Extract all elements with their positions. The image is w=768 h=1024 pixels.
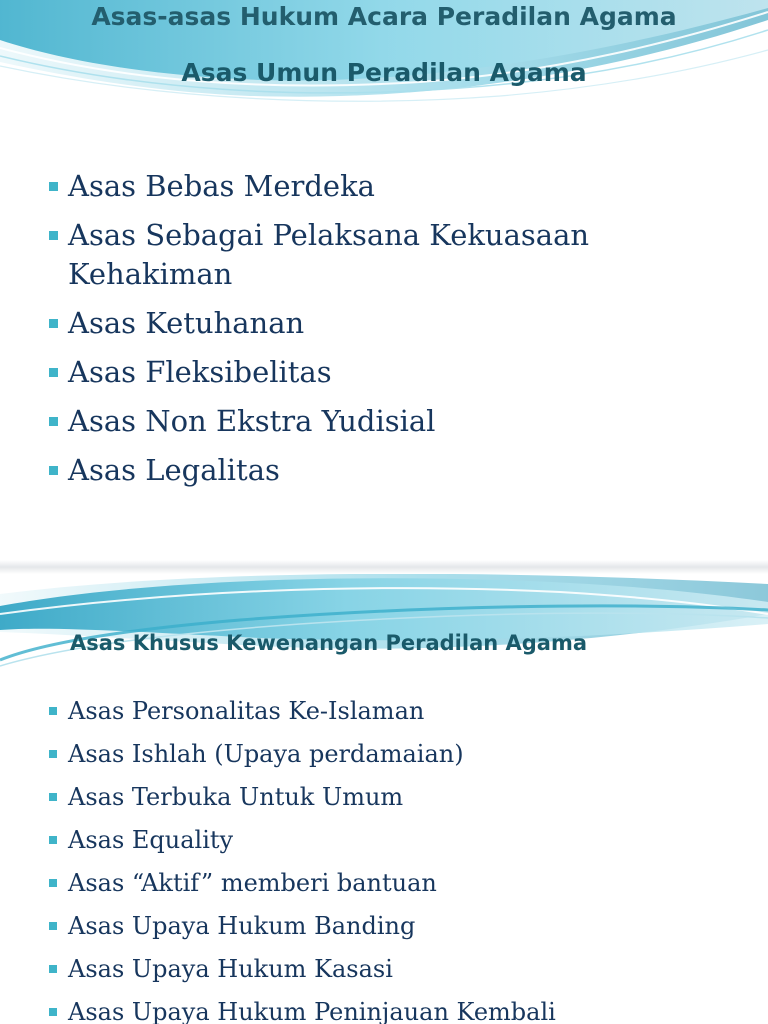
square-bullet-icon (49, 417, 58, 426)
bullet-list (68, 695, 758, 1024)
list-item-text: Asas Ketuhanan (68, 306, 305, 340)
page-title: Asas-asas Hukum Acara Peradilan Agama (91, 2, 677, 31)
list-item (68, 996, 758, 1024)
list-item (68, 781, 758, 814)
list-item-text: Asas Upaya Hukum Peninjauan Kembali (68, 998, 556, 1024)
list-item-text: Asas Legalitas (68, 453, 280, 487)
square-bullet-icon (49, 466, 58, 475)
slide-2 (0, 574, 768, 1024)
square-bullet-icon (49, 922, 57, 930)
list-item (68, 402, 748, 441)
list-item-text: Asas Upaya Hukum Kasasi (68, 955, 393, 983)
square-bullet-icon (49, 368, 58, 377)
list-item-text: Asas Equality (68, 826, 234, 854)
list-item (68, 824, 758, 857)
list-item-text: Asas Non Ekstra Yudisial (68, 404, 436, 438)
list-item (68, 167, 748, 206)
square-bullet-icon (49, 879, 57, 887)
slide-subtitle: Asas Umun Peradilan Agama (181, 58, 587, 87)
square-bullet-icon (49, 836, 57, 844)
square-bullet-icon (49, 707, 57, 715)
list-item-text: Asas Ishlah (Upaya perdamaian) (68, 740, 464, 768)
list-item-text: Asas Sebagai Pelaksana Kekuasaan Kehakiman (68, 218, 590, 291)
slide-title: Asas Khusus Kewenangan Peradilan Agama (70, 631, 588, 655)
list-item (68, 738, 758, 771)
square-bullet-icon (49, 750, 57, 758)
list-item (68, 867, 758, 900)
list-item (68, 216, 748, 294)
list-item (68, 953, 758, 986)
list-item-text: Asas Terbuka Untuk Umum (68, 783, 404, 811)
list-item (68, 695, 758, 728)
square-bullet-icon (49, 231, 58, 240)
square-bullet-icon (49, 1008, 57, 1016)
square-bullet-icon (49, 319, 58, 328)
bullet-list (68, 167, 748, 500)
list-item (68, 304, 748, 343)
list-item-text: Asas Upaya Hukum Banding (68, 912, 416, 940)
slide-separator (0, 560, 768, 574)
list-item-text: Asas Personalitas Ke-Islaman (68, 697, 425, 725)
list-item (68, 353, 748, 392)
list-item-text: Asas Bebas Merdeka (68, 169, 375, 203)
list-item-text: Asas “Aktif” memberi bantuan (68, 869, 437, 897)
list-item (68, 451, 748, 490)
list-item-text: Asas Fleksibelitas (68, 355, 332, 389)
square-bullet-icon (49, 182, 58, 191)
square-bullet-icon (49, 793, 57, 801)
list-item (68, 910, 758, 943)
square-bullet-icon (49, 965, 57, 973)
